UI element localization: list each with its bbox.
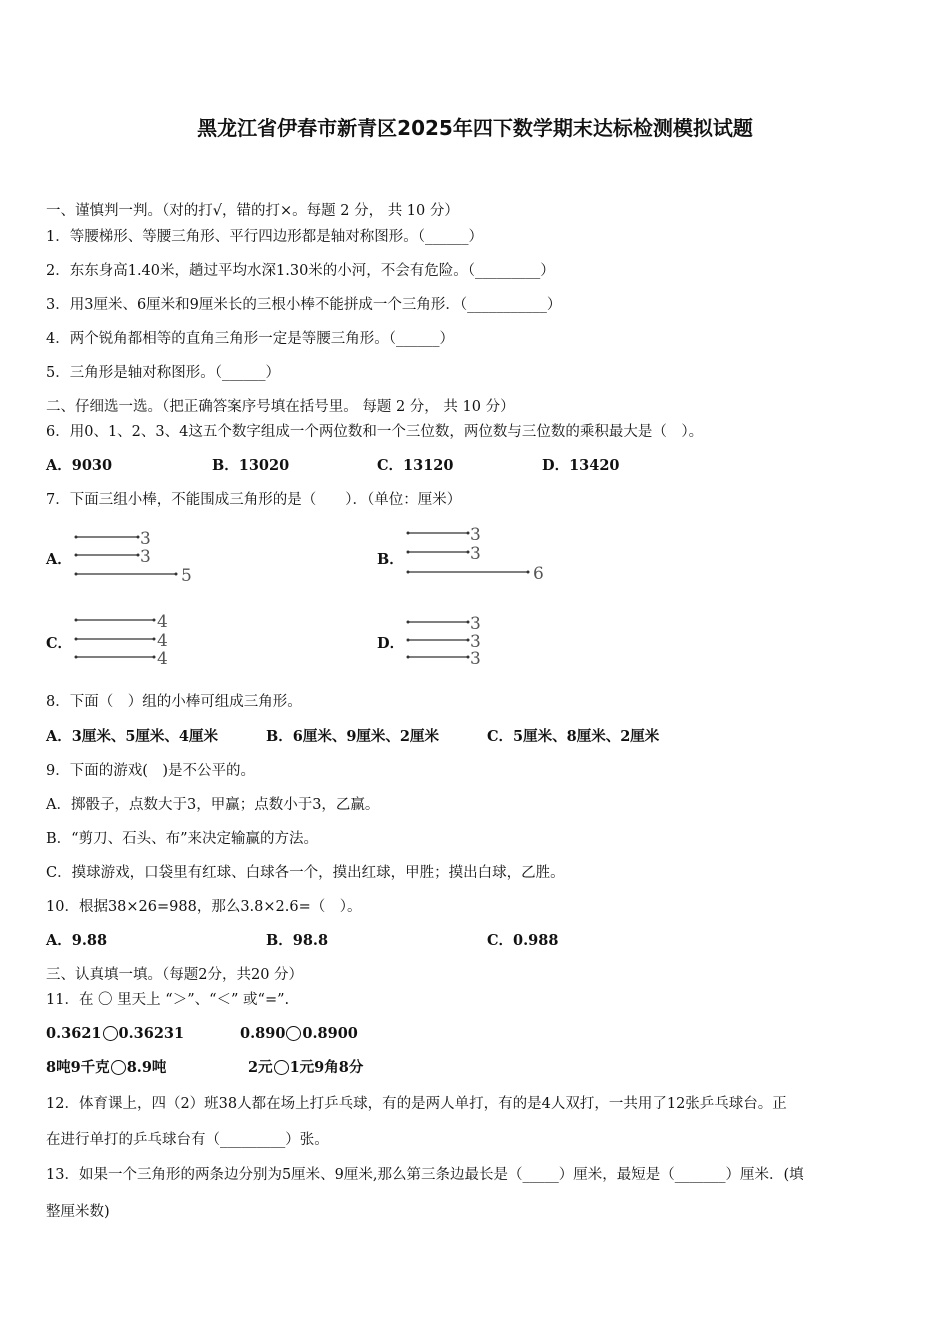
question-13-line-1: 13．如果一个三角形的两条边分别为5厘米、9厘米,那么第三条边最长是（_____）厘米，最短是（_______）厘米．(填 (46, 1167, 804, 1183)
q9-option-b: B．“剪刀、石头、布”来决定输赢的方法。 (46, 831, 318, 847)
q11-c3-right: 8.9吨 (126, 1059, 167, 1076)
q6-option-d: D．13420 (542, 457, 620, 474)
compare-circle (286, 1026, 301, 1041)
question-11: 11．在 〇 里天上 “＞”、“＜” 或“=”. (46, 992, 290, 1008)
q11-c2-right: 0.8900 (302, 1025, 358, 1042)
q6-option-b: B．13020 (212, 457, 290, 474)
q11-c4-right: 1元9角8分 (289, 1059, 364, 1076)
q7-option-b: B． (377, 551, 404, 568)
q8-option-c: C．5厘米、8厘米、2厘米 (487, 728, 660, 745)
q7-c-label-2: 4 (157, 631, 168, 651)
question-5: 5．三角形是轴对称图形。（______） (46, 365, 280, 381)
q7-d-label-2: 3 (470, 632, 481, 652)
question-9: 9．下面的游戏( )是不公平的。 (46, 763, 256, 779)
q7-a-label-2: 3 (140, 547, 151, 567)
question-12-line-1: 12．体育课上，四（2）班38人都在场上打乒乓球，有的是两人单打，有的是4人双打，一共用了12张乒乓球台。正 (46, 1096, 787, 1112)
question-2: 2．东东身高1.40米，趟过平均水深1.30米的小河，不会有危险。（_________） (46, 263, 555, 279)
q7-option-d: D． (377, 635, 405, 652)
compare-circle (274, 1060, 289, 1075)
q7-a-label-1: 3 (140, 529, 151, 549)
q7-a-label-3: 5 (181, 566, 192, 586)
q10-option-a: A．9.88 (46, 932, 108, 949)
question-12-line-2: 在进行单打的乒乓球台有（_________）张。 (46, 1132, 329, 1148)
section-3-heading: 三、认真填一填。（每题2分，共20 分） (46, 967, 304, 983)
q6-option-a: A．9030 (46, 457, 113, 474)
q7-option-c: C． (46, 635, 73, 652)
question-4: 4．两个锐角都相等的直角三角形一定是等腰三角形。（______） (46, 331, 454, 347)
q8-option-a: A．3厘米、5厘米、4厘米 (46, 728, 219, 745)
question-6: 6．用0、1、2、3、4这五个数字组成一个两位数和一个三位数，两位数与三位数的乘积最大是（ ）。 (46, 424, 704, 440)
q11-compare-4 (248, 1058, 363, 1078)
q10-option-b: B．98.8 (266, 932, 329, 949)
q11-compare-2 (240, 1024, 358, 1044)
q7-d-label-3: 3 (470, 649, 481, 669)
question-3: 3．用3厘米、6厘米和9厘米长的三根小棒不能拼成一个三角形．（___________） (46, 297, 562, 313)
q10-option-c: C．0.988 (487, 932, 559, 949)
compare-circle (111, 1060, 126, 1075)
question-13-line-2: 整厘米数) (46, 1204, 110, 1220)
q7-b-label-1: 3 (470, 525, 481, 545)
section-2-heading: 二、仔细选一选。（把正确答案序号填在括号里。 每题 2 分， 共 10 分） (46, 399, 515, 415)
q7-d-label-1: 3 (470, 614, 481, 634)
q11-compare-3 (46, 1058, 166, 1078)
q8-option-b: B．6厘米、9厘米、2厘米 (266, 728, 440, 745)
compare-circle (103, 1026, 118, 1041)
q11-c2-left: 0.890 (240, 1025, 286, 1042)
q11-compare-1 (46, 1024, 184, 1044)
q7-figure-a (72, 526, 202, 592)
q7-figure-d (404, 612, 504, 678)
question-8: 8．下面（ ）组的小棒可组成三角形。 (46, 694, 302, 710)
q7-c-label-1: 4 (157, 612, 168, 632)
q11-c4-left: 2元 (248, 1059, 273, 1076)
q11-c1-right: 0.36231 (118, 1025, 185, 1042)
q6-option-c: C．13120 (377, 457, 454, 474)
q7-figure-b (404, 522, 554, 588)
q7-figure-c (72, 608, 182, 674)
q9-option-c: C．摸球游戏，口袋里有红球、白球各一个，摸出红球，甲胜；摸出白球，乙胜。 (46, 865, 565, 881)
question-10: 10．根据38×26=988，那么3.8×2.6=（ ）。 (46, 899, 362, 915)
q9-option-a: A．掷骰子，点数大于3，甲赢；点数小于3，乙赢。 (46, 797, 380, 813)
q11-c1-left: 0.3621 (46, 1025, 102, 1042)
q11-c3-left: 8吨9千克 (46, 1059, 110, 1076)
question-1: 1．等腰梯形、等腰三角形、平行四边形都是轴对称图形。（______） (46, 229, 483, 245)
q7-b-label-2: 3 (470, 544, 481, 564)
question-7: 7．下面三组小棒，不能围成三角形的是（ ）．（单位：厘米） (46, 492, 462, 508)
section-1-heading: 一、谨慎判一判。（对的打√，错的打×。每题 2 分， 共 10 分） (46, 203, 459, 219)
q7-c-label-3: 4 (157, 649, 168, 669)
q7-b-label-3: 6 (533, 564, 544, 584)
q7-option-a: A． (46, 551, 72, 568)
page-title: 黑龙江省伊春市新青区2025年四下数学期末达标检测模拟试题 (197, 116, 753, 140)
